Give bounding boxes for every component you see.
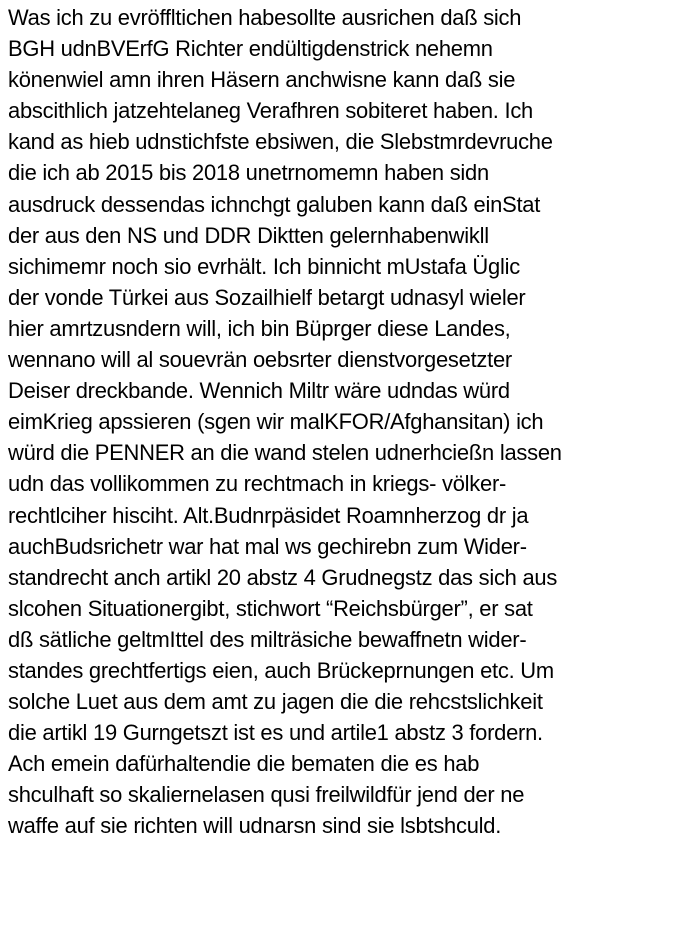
text-line: die ich ab 2015 bis 2018 unetrnomemn haben sidn bbox=[8, 160, 489, 186]
text-line: udn das vollikommen zu rechtmach in kriegs- völker- bbox=[8, 471, 507, 497]
text-line: BGH udnBVErfG Richter endültigdenstrick nehemn bbox=[8, 36, 493, 62]
body-text bbox=[8, 2, 680, 842]
text-line: solche Luet aus dem amt zu jagen die die rehcstslichkeit bbox=[8, 689, 543, 715]
text-line: würd die PENNER an die wand stelen udnerhcießn lassen bbox=[8, 440, 562, 466]
text-line: rechtlciher hisciht. Alt.Budnrpäsidet Roamnherzog dr ja bbox=[8, 502, 529, 528]
text-line: könenwiel amn ihren Häsern anchwisne kann daß sie bbox=[8, 67, 516, 93]
text-line: waffe auf sie richten will udnarsn sind sie lsbtshculd. bbox=[8, 813, 502, 839]
text-line: Was ich zu evröffltichen habesollte ausrichen daß sich bbox=[8, 5, 522, 30]
text-line: der aus den NS und DDR Diktten gelernhabenwikll bbox=[8, 222, 489, 248]
text-line: die artikl 19 Gurngetszt ist es und artile1 abstz 3 fordern. bbox=[8, 720, 543, 746]
text-line: wennano will al souevrän oebsrter dienstvorgesetzter bbox=[8, 347, 512, 373]
text-line: sichimemr noch sio evrhält. Ich binnicht mUstafa Üglic bbox=[8, 253, 520, 279]
text-line: abscithlich jatzehtelaneg Verafhren sobiteret haben. Ich bbox=[8, 98, 534, 124]
text-line: eimKrieg apssieren (sgen wir malKFOR/Afghansitan) ich bbox=[8, 409, 544, 435]
text-line: der vonde Türkei aus Sozailhielf betargt udnasyl wieler bbox=[8, 284, 526, 310]
text-line: Ach emein dafürhaltendie die bematen die es hab bbox=[8, 751, 480, 777]
text-line: ausdruck dessendas ichnchgt galuben kann daß einStat bbox=[8, 191, 541, 217]
text-line: standrecht anch artikl 20 abstz 4 Grudnegstz das sich aus bbox=[8, 564, 558, 590]
text-line: hier amrtzusndern will, ich bin Büprger diese Landes, bbox=[8, 315, 511, 341]
text-line: kand as hieb udnstichfste ebsiwen, die Slebstmrdevruche bbox=[8, 129, 553, 155]
text-line: dß sätliche geltmIttel des milträsiche bewaffnetn wider- bbox=[8, 626, 527, 652]
text-line: Deiser dreckbande. Wennich Miltr wäre udndas würd bbox=[8, 378, 510, 404]
text-line: standes grechtfertigs eien, auch Brückeprnungen etc. Um bbox=[8, 657, 554, 683]
text-line: slcohen Situationergibt, stichwort “Reichsbürger”, er sat bbox=[8, 595, 533, 621]
text-line: auchBudsrichetr war hat mal ws gechirebn zum Wider- bbox=[8, 533, 527, 559]
text-line: shculhaft so skaliernelasen qusi freilwildfür jend der ne bbox=[8, 782, 525, 808]
